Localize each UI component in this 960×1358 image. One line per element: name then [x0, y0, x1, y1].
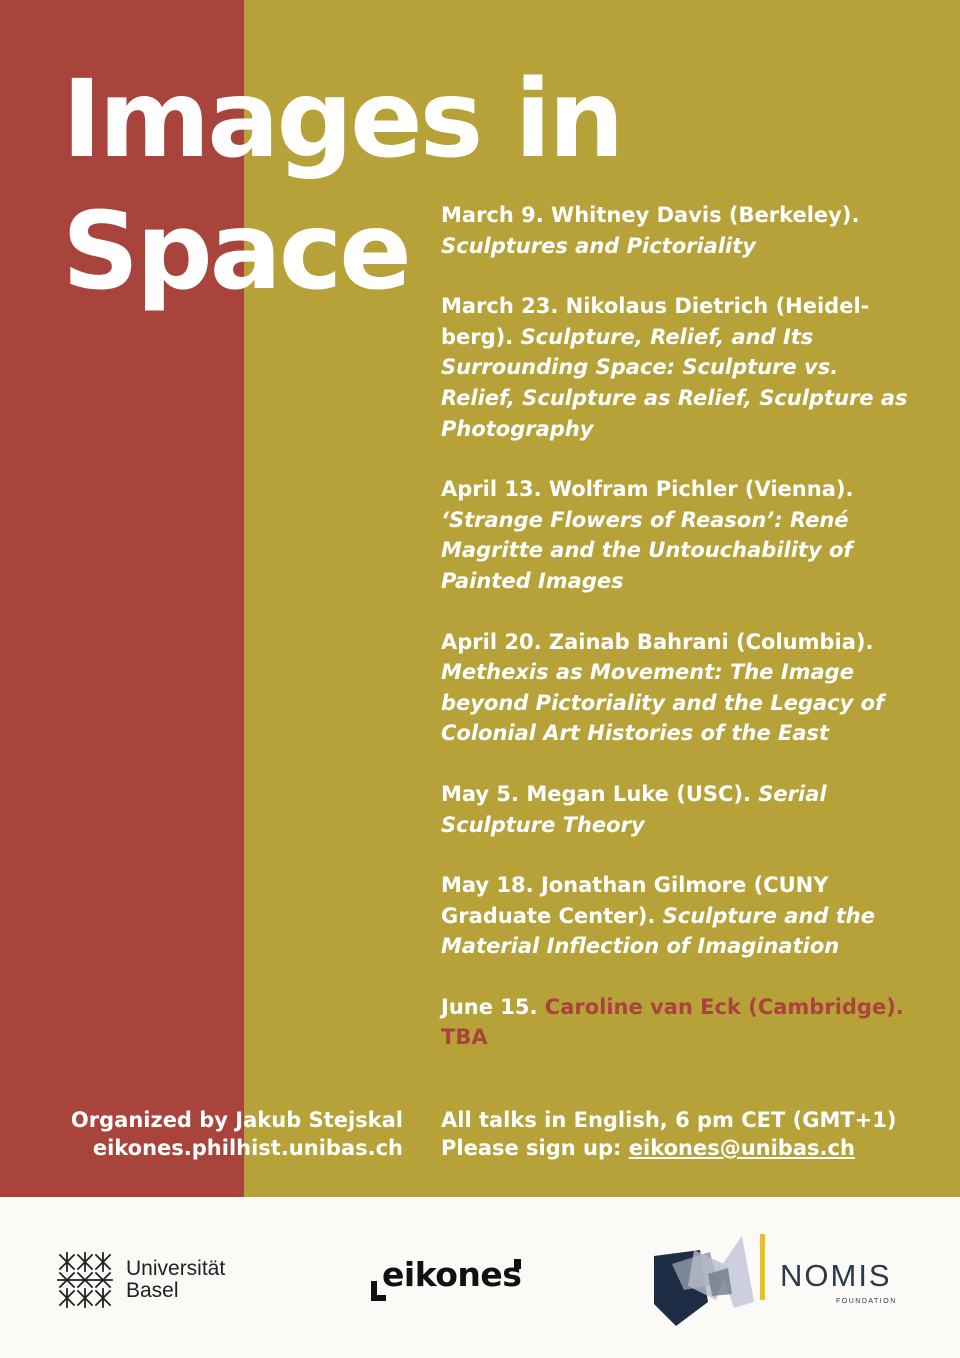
event-title: Methexis as Movement: The Image beyond Pictoriality and the Legacy of Colonial Art Histories of the East: [441, 660, 885, 746]
event-date: May 18.: [441, 873, 534, 898]
event-date: April 13.: [441, 477, 542, 502]
event-title: Sculpture and the Material Inflection of Imagination: [441, 903, 875, 959]
event-item: [441, 627, 911, 749]
event-title: Sculptures and Pictoriality: [441, 233, 756, 258]
nomis-subtitle: FOUNDATION: [836, 1298, 897, 1305]
unibas-line-1: Universität: [126, 1257, 226, 1280]
event-speaker: Megan Luke (USC).: [526, 781, 751, 806]
organizer-text: Organized by Jakub Stejskal: [70, 1108, 403, 1132]
event-item: [441, 779, 911, 840]
nomis-logo: [654, 1230, 900, 1326]
event-date: March 9.: [441, 203, 544, 227]
event-date: May 5.: [441, 781, 520, 806]
title-line-1: Images in: [62, 58, 622, 182]
event-item: [441, 291, 911, 444]
event-item-highlighted: [441, 992, 911, 1053]
signup-prefix: Please sign up:: [441, 1136, 629, 1160]
signup-line: [441, 1134, 896, 1162]
event-speaker: Wolfram Pichler (Vienna).: [548, 477, 854, 502]
logo-bar: [0, 1197, 960, 1358]
nomis-wordmark: NOMIS: [780, 1258, 892, 1293]
title-line-2: Space: [62, 190, 409, 314]
event-speaker: Jonathan Gilmore (CUNY Graduate Center).: [441, 873, 829, 928]
event-speaker: Caroline van Eck (Cambridge).: [544, 994, 904, 1019]
event-list: [441, 200, 911, 1083]
event-title: Serial Sculpture Theory: [441, 781, 827, 837]
event-date: March 23.: [441, 294, 559, 319]
eikones-logo: [370, 1255, 530, 1305]
event-title: ‘Strange Flowers of Reason’: René Magritte and the Untouchability of Painted Images: [441, 507, 853, 593]
eikones-wordmark: eikones: [382, 1255, 522, 1294]
unibas-emblem-icon: [56, 1251, 114, 1309]
talks-info-block: [441, 1106, 896, 1162]
organizer-block: [71, 1106, 403, 1162]
event-item: [441, 474, 911, 596]
event-date: June 15.: [441, 994, 538, 1019]
event-speaker: Zainab Bahrani (Columbia).: [548, 629, 874, 654]
event-item: [441, 870, 911, 962]
event-title: Sculpture, Relief, and Its Surrounding Space: Sculpture vs. Relief, Sculpture as Relief, Sculpture as Photography: [441, 324, 908, 441]
signup-email-link[interactable]: eikones@unibas.ch: [628, 1136, 855, 1160]
event-speaker: Nikolaus Dietrich (Heidel-berg).: [441, 294, 870, 349]
event-title: TBA: [441, 1025, 488, 1050]
event-item: [441, 200, 911, 261]
website-text: eikones.philhist.unibas.ch: [92, 1136, 403, 1160]
unibas-line-2: Basel: [126, 1279, 179, 1302]
unibas-wordmark: [126, 1258, 225, 1302]
unibas-logo: [56, 1251, 225, 1309]
event-date: April 20.: [441, 629, 542, 654]
talks-info-text: All talks in English, 6 pm CET (GMT+1): [441, 1108, 897, 1132]
event-speaker: Whitney Davis (Berkeley).: [551, 203, 860, 227]
